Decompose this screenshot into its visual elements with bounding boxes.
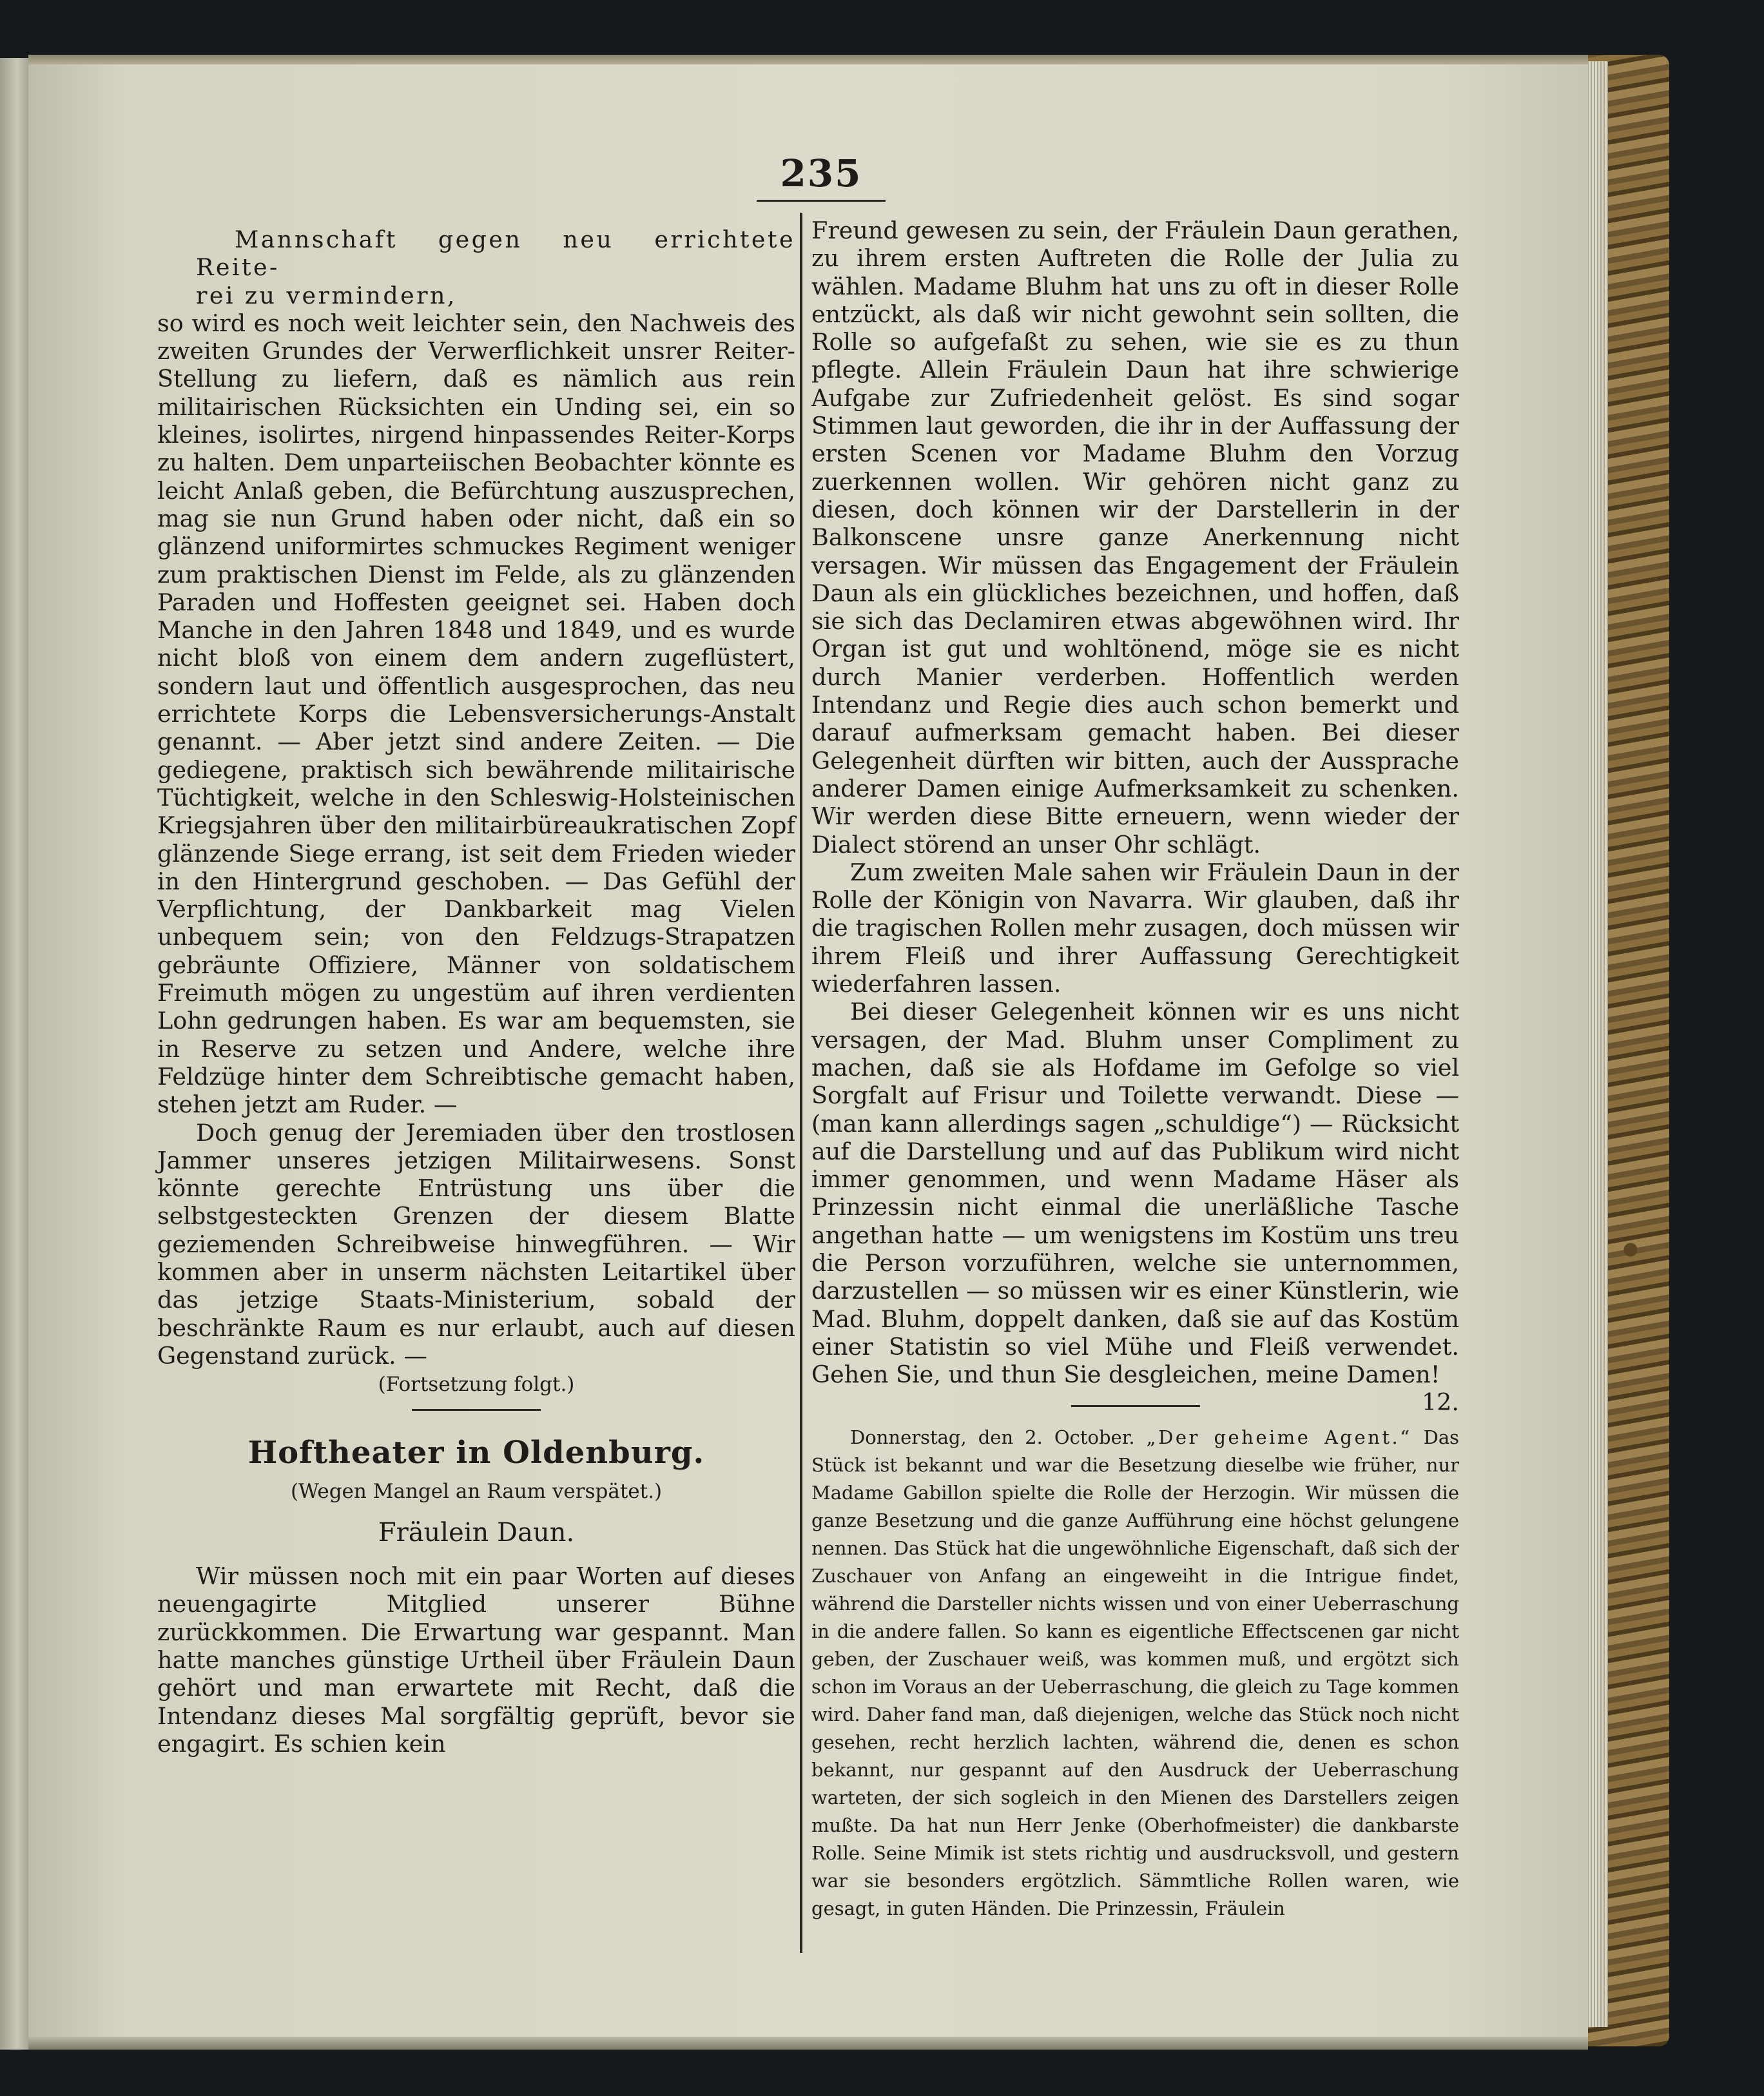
paragraph: Freund gewesen zu sein, der Fräulein Daun gerathen, zu ihrem ersten Auftreten die Rolle der Julia zu wählen. Madame Bluhm hat uns zu oft in dieser Rolle entzückt, als daß wir nicht gewohnt sein sollten, die Rolle so aufgefaßt zu sehen, wie sie es zu thun pflegte. Allein Fräulein Daun hat ihre schwierige Aufgabe zur Zufriedenheit gelöst. Es sind sogar Stimmen laut geworden, die ihr in der Auffassung der ersten Scenen vor Madame Bluhm den Vorzug zuerkennen wollen. Wir gehören nicht ganz zu diesen, doch können wir der Darstellerin in der Balkonscene unsre ganze Anerkennung nicht versagen. Wir müssen das Engagement der Fräulein Daun als ein glückliches bezeichnen, und hoffen, daß sie sich das Declamiren etwas abgewöhnen wird. Ihr Organ ist gut und wohltönend, möge sie es nicht durch Manier verderben. Hoffentlich werden Intendanz und Regie dies auch schon bemerkt und darauf aufmerksam gemacht haben. Bei dieser Gelegenheit dürften wir bitten, auch der Aussprache anderer Damen einige Aufmerksamkeit zu schenken. Wir werden diese Bitte erneuern, wenn wieder der Dialect störend an unser Ohr schlägt. [811, 217, 1459, 859]
notice-text: Das Stück ist bekannt und war die Besetzung dieselbe wie früher, nur Madame Gabillon spielte die Rolle der Herzogin. Wir müssen die ganze Besetzung und die ganze Aufführung eine höchst gelungene nennen. Das Stück hat die ungewöhnliche Eigenschaft, daß sich der Zuschauer von Anfang an eingeweiht in die Intrigue findet, während die Darsteller nichts wissen und von einer Ueberraschung in die andere fallen. So kann es eigentliche Effectscenen gar nicht geben, der Zuschauer weiß, was kommen muß, und ergötzt sich schon im Voraus an der Ueberraschung, die gleich zu Tage kommen wird. Daher fand man, daß diejenigen, welche das Stück noch nicht gesehen, recht herzlich lachten, während die, denen es schon bekannt, nur gespannt auf den Ausdruck der Ueberraschung warteten, der sich sogleich in den Mienen des Darstellers zeigen mußte. Da hat nun Herr Jenke (Oberhofmeister) die dankbarste Rolle. Seine Mimik ist stets richtig und ausdrucksvoll, und gestern war sie besonders ergötzlich. Sämmtliche Rollen waren, wie gesagt, in guten Händen. Die Prinzessin, Fräulein [811, 1426, 1459, 1920]
paragraph: Zum zweiten Male sahen wir Fräulein Daun in der Rolle der Königin von Navarra. Wir glauben, daß ihr die tragischen Rollen mehr zusagen, doch müssen wir ihrem Fleiß und ihrer Auffassung Gerechtigkeit wiederfahren lassen. [811, 858, 1459, 998]
author-signature: 12. [1421, 1388, 1459, 1417]
paragraph [157, 282, 795, 309]
section-rule [412, 1409, 541, 1411]
paragraph: Doch genug der Jeremiaden über den trostlosen Jammer unseres jetzigen Militairwesens. Sonst könnte gerechte Entrüstung uns über die selbstgesteckten Grenzen der diesem Blatte geziemenden Schreibweise hinwegführen. — Wir kommen aber in unserm nächsten Leitartikel über das jetzige Staats-Ministerium, sobald der beschränkte Raum es nur erlaubt, auch auf diesen Gegenstand zurück. — [157, 1118, 795, 1370]
article-headline: Hoftheater in Oldenburg. [247, 1435, 705, 1471]
page-number-rule [757, 200, 886, 202]
previous-page-edge [0, 58, 28, 2050]
article-subheadline: (Wegen Mangel an Raum verspätet.) [290, 1480, 663, 1504]
continuation-note: (Fortsetzung folgt.) [378, 1373, 575, 1397]
left-column [157, 226, 795, 1758]
bottom-page-edge [28, 2037, 1588, 2050]
paragraph-text: Bei dieser Gelegenheit können wir es uns nicht versagen, der Mad. Bluhm unser Compliment zu machen, daß sie als Hofdame im Gefolge so viel Sorgfalt auf Frisur und Toilette verwandt. Diese — (man kann allerdings sagen „schuldige“) — Rücksicht auf die Darstellung und auf das Publikum wird nicht immer genommen, und wenn Madame Häser als Prinzessin nicht einmal die unerläßliche Tasche angethan hatte — um wenigstens im Kostüm uns treu die Person vorzuführen, welche sie unternommen, darzustellen — so müssen wir es einer Künstlerin, wie Mad. Bluhm, doppelt danken, daß sie auf das Kostüm einer Statistin so viel Mühe und Fleiß verwendet. Gehen Sie, und thun Sie desgleichen, meine Damen! [811, 998, 1459, 1389]
notice-date: Donnerstag, den 2. October. [850, 1426, 1135, 1449]
paragraph: so wird es noch weit leichter sein, den Nachweis des zweiten Grundes der Verwerflichkeit unsrer Reiter-Stellung zu liefern, daß es nämlich aus rein militairischen Rücksichten ein Unding sei, ein so kleines, isolirtes, nirgend hinpassendes Reiter-Korps zu halten. Dem unparteiischen Beobachter könnte es leicht Anlaß geben, die Befürchtung auszusprechen, mag sie nun Grund haben oder nicht, daß ein so glänzend uniformirtes schmuckes Regiment weniger zum praktischen Dienst im Felde, als zu glänzenden Paraden und Hoffesten geeignet sei. Haben doch Manche in den Jahren 1848 und 1849, und es wurde nicht bloß von einem dem andern zugeflüstert, sondern laut und öffentlich ausgesprochen, das neu errichtete Korps die Lebensversicherungs-Anstalt genannt. — Aber jetzt sind andere Zeiten. — Die gediegene, praktisch sich bewährende militairische Tüchtigkeit, welche in den Schleswig-Holsteinischen Kriegsjahren über den militairbüreaukratischen Zopf glänzende Siege errang, ist seit dem Frieden wieder in den Hintergrund geschoben. — Das Gefühl der Verpflichtung, der Dankbarkeit mag Vielen unbequem sein; von den Feldzugs-Strapatzen gebräunte Offiziere, Männer von soldatischem Freimuth mögen zu ungestüm auf ihren verdienten Lohn gedrungen haben. Es war am bequemsten, sie in Reserve zu setzen und Andere, welche ihre Feldzüge hinter dem Schreibtische gemacht haben, stehen jetzt am Ruder. — [157, 309, 795, 1119]
notice-rule [1071, 1405, 1200, 1407]
paragraph [157, 226, 795, 282]
paragraph [811, 998, 1459, 1417]
column-divider [800, 213, 802, 1953]
spaced-line: Mannschaft gegen neu errichtete Reite- [196, 226, 795, 282]
right-column [811, 217, 1459, 1923]
theater-notice [811, 1424, 1459, 1923]
page-number: 235 [780, 151, 862, 195]
newspaper-page [28, 64, 1588, 2043]
notice-title: „Der geheime Agent.“ [1146, 1426, 1412, 1449]
paragraph: Wir müssen noch mit ein paar Worten auf dieses neuengagirte Mitglied unserer Bühne zurückkommen. Die Erwartung war gespannt. Man hatte manches günstige Urtheil über Fräulein Daun gehört und man erwartete mit Recht, daß die Intendanz dieses Mal sorgfältig geprüft, bevor sie engagirt. Es schien kein [157, 1562, 795, 1758]
spaced-line: rei zu vermindern, [196, 281, 457, 309]
section-title: Fräulein Daun. [378, 1518, 575, 1548]
